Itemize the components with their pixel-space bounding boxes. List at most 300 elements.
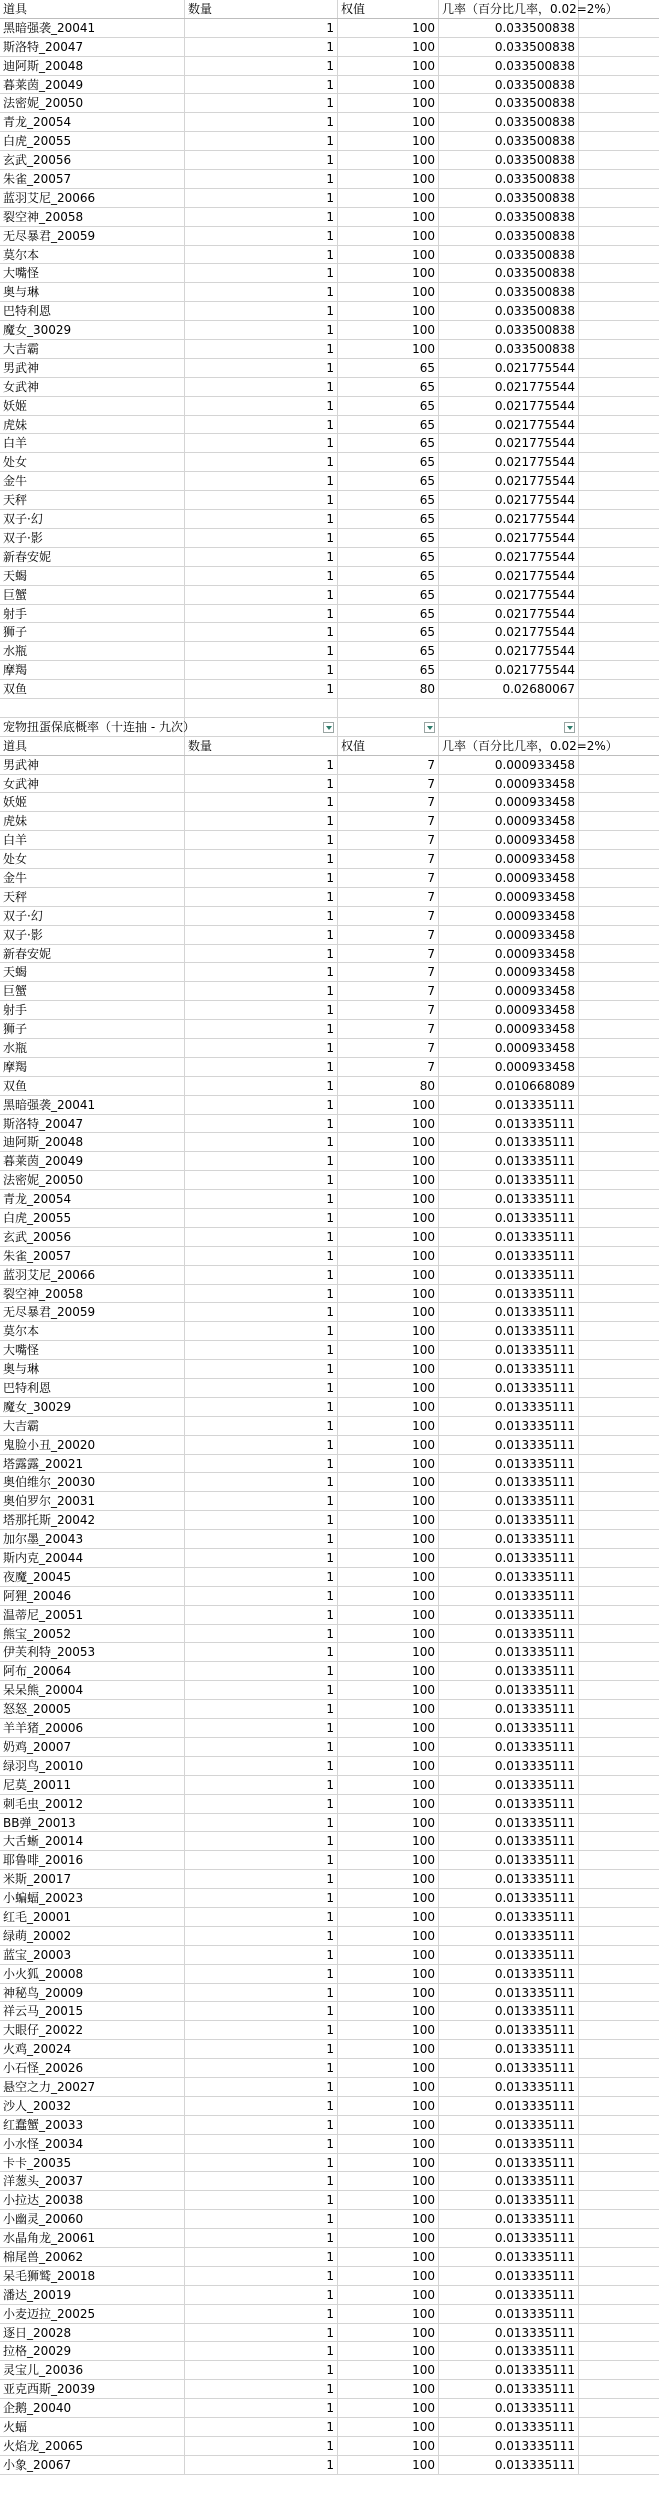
cell-item[interactable]: 女武神 [0, 378, 185, 396]
cell-weight[interactable]: 7 [338, 793, 439, 811]
cell-probability[interactable]: 0.013335111 [439, 2172, 579, 2190]
cell-quantity[interactable]: 1 [185, 642, 338, 660]
cell-weight[interactable]: 65 [338, 453, 439, 471]
cell-quantity[interactable]: 1 [185, 1058, 338, 1076]
cell-probability[interactable]: 0.013335111 [439, 2267, 579, 2285]
cell-probability[interactable]: 0.033500838 [439, 340, 579, 358]
cell-weight[interactable]: 7 [338, 1039, 439, 1057]
cell-weight[interactable]: 100 [338, 76, 439, 94]
cell-quantity[interactable]: 1 [185, 1322, 338, 1340]
cell-quantity[interactable]: 1 [185, 1020, 338, 1038]
cell-item[interactable]: 斯内克_20044 [0, 1549, 185, 1567]
cell-weight[interactable]: 100 [338, 38, 439, 56]
header-probability[interactable]: 几率（百分比几率，0.02=2%） [439, 0, 579, 18]
cell-probability[interactable]: 0.000933458 [439, 945, 579, 963]
cell-item[interactable]: 男武神 [0, 359, 185, 377]
cell-weight[interactable]: 100 [338, 1946, 439, 1964]
cell-item[interactable]: 裂空神_20058 [0, 1285, 185, 1303]
cell-probability[interactable]: 0.013335111 [439, 2059, 579, 2077]
cell-weight[interactable]: 100 [338, 1455, 439, 1473]
cell-quantity[interactable]: 1 [185, 1851, 338, 1869]
cell-probability[interactable]: 0.013335111 [439, 1738, 579, 1756]
cell-weight[interactable]: 65 [338, 397, 439, 415]
cell-weight[interactable]: 7 [338, 963, 439, 981]
cell-item[interactable]: 棉尾兽_20062 [0, 2248, 185, 2266]
cell-item[interactable]: 狮子 [0, 1020, 185, 1038]
header-quantity[interactable]: 数量 [185, 737, 338, 755]
cell-probability[interactable]: 0.033500838 [439, 208, 579, 226]
cell-quantity[interactable]: 1 [185, 2267, 338, 2285]
cell-probability[interactable]: 0.013335111 [439, 2021, 579, 2039]
cell-quantity[interactable]: 1 [185, 1511, 338, 1529]
cell-probability[interactable]: 0.013335111 [439, 1851, 579, 1869]
cell-weight[interactable]: 100 [338, 1965, 439, 1983]
cell-probability[interactable]: 0.02680067 [439, 680, 579, 698]
cell-quantity[interactable]: 1 [185, 680, 338, 698]
cell-item[interactable]: 小水怪_20034 [0, 2135, 185, 2153]
cell-quantity[interactable]: 1 [185, 2456, 338, 2474]
cell-weight[interactable]: 100 [338, 1814, 439, 1832]
cell-weight[interactable]: 65 [338, 434, 439, 452]
cell-item[interactable]: 大嘴怪 [0, 1341, 185, 1359]
cell-weight[interactable]: 100 [338, 19, 439, 37]
cell-weight[interactable]: 100 [338, 1832, 439, 1850]
cell-probability[interactable]: 0.033500838 [439, 264, 579, 282]
cell-quantity[interactable]: 1 [185, 2437, 338, 2455]
cell-quantity[interactable]: 1 [185, 416, 338, 434]
cell-item[interactable]: 大吉霸 [0, 1417, 185, 1435]
cell-probability[interactable]: 0.013335111 [439, 1795, 579, 1813]
cell-item[interactable]: 金牛 [0, 472, 185, 490]
cell-quantity[interactable]: 1 [185, 397, 338, 415]
cell-weight[interactable]: 100 [338, 2078, 439, 2096]
cell-item[interactable]: 男武神 [0, 756, 185, 774]
cell-item[interactable]: 双鱼 [0, 1077, 185, 1095]
cell-weight[interactable]: 65 [338, 605, 439, 623]
cell-weight[interactable]: 100 [338, 2059, 439, 2077]
cell-weight[interactable]: 100 [338, 1171, 439, 1189]
cell-probability[interactable]: 0.000933458 [439, 869, 579, 887]
cell-item[interactable]: 莫尔本 [0, 1322, 185, 1340]
cell-probability[interactable]: 0.013335111 [439, 1492, 579, 1510]
cell-quantity[interactable]: 1 [185, 1285, 338, 1303]
header-item[interactable]: 道具 [0, 0, 185, 18]
cell-quantity[interactable]: 1 [185, 1870, 338, 1888]
cell-probability[interactable]: 0.013335111 [439, 2229, 579, 2247]
cell-weight[interactable]: 65 [338, 642, 439, 660]
cell-item[interactable]: 玄武_20056 [0, 1228, 185, 1246]
cell-item[interactable]: 伊芙利特_20053 [0, 1643, 185, 1661]
cell-probability[interactable]: 0.013335111 [439, 1417, 579, 1435]
cell-quantity[interactable]: 1 [185, 775, 338, 793]
cell-item[interactable]: 天蝎 [0, 567, 185, 585]
cell-quantity[interactable]: 1 [185, 491, 338, 509]
cell-item[interactable]: 沙人_20032 [0, 2097, 185, 2115]
cell-weight[interactable]: 100 [338, 1379, 439, 1397]
cell-item[interactable]: 火焰龙_20065 [0, 2437, 185, 2455]
cell-item[interactable]: BB弹_20013 [0, 1814, 185, 1832]
cell-probability[interactable]: 0.013335111 [439, 2002, 579, 2020]
cell-probability[interactable]: 0.013335111 [439, 1530, 579, 1548]
cell-quantity[interactable]: 1 [185, 1360, 338, 1378]
cell-item[interactable]: 大舌蜥_20014 [0, 1832, 185, 1850]
cell-item[interactable]: 拉格_20029 [0, 2342, 185, 2360]
cell-weight[interactable]: 100 [338, 2002, 439, 2020]
cell-weight[interactable]: 7 [338, 926, 439, 944]
cell-item[interactable]: 阿布_20064 [0, 1662, 185, 1680]
cell-quantity[interactable]: 1 [185, 567, 338, 585]
cell-quantity[interactable]: 1 [185, 2361, 338, 2379]
cell-probability[interactable]: 0.021775544 [439, 623, 579, 641]
cell-weight[interactable]: 100 [338, 1549, 439, 1567]
cell-weight[interactable]: 100 [338, 2342, 439, 2360]
cell-quantity[interactable]: 1 [185, 1133, 338, 1151]
cell-quantity[interactable]: 1 [185, 1398, 338, 1416]
cell-weight[interactable]: 100 [338, 1341, 439, 1359]
cell-probability[interactable]: 0.000933458 [439, 1001, 579, 1019]
cell-weight[interactable]: 65 [338, 510, 439, 528]
cell-probability[interactable]: 0.033500838 [439, 151, 579, 169]
cell-quantity[interactable]: 1 [185, 869, 338, 887]
cell-weight[interactable]: 7 [338, 1058, 439, 1076]
cell-quantity[interactable]: 1 [185, 472, 338, 490]
cell-weight[interactable]: 100 [338, 1530, 439, 1548]
cell-weight[interactable]: 100 [338, 2399, 439, 2417]
cell-probability[interactable]: 0.033500838 [439, 57, 579, 75]
cell-weight[interactable]: 100 [338, 1303, 439, 1321]
blank-cell[interactable] [439, 699, 579, 717]
cell-weight[interactable]: 100 [338, 264, 439, 282]
cell-item[interactable]: 奥与琳 [0, 1360, 185, 1378]
cell-item[interactable]: 白虎_20055 [0, 132, 185, 150]
cell-weight[interactable]: 100 [338, 1851, 439, 1869]
cell-weight[interactable]: 65 [338, 661, 439, 679]
cell-probability[interactable]: 0.021775544 [439, 529, 579, 547]
cell-item[interactable]: 摩羯 [0, 1058, 185, 1076]
cell-probability[interactable]: 0.013335111 [439, 1247, 579, 1265]
cell-probability[interactable]: 0.000933458 [439, 850, 579, 868]
cell-quantity[interactable]: 1 [185, 283, 338, 301]
cell-weight[interactable]: 100 [338, 2191, 439, 2209]
cell-probability[interactable]: 0.033500838 [439, 321, 579, 339]
cell-weight[interactable]: 100 [338, 1228, 439, 1246]
cell-probability[interactable]: 0.000933458 [439, 812, 579, 830]
cell-item[interactable]: 黑暗强袭_20041 [0, 1096, 185, 1114]
cell-item[interactable]: 小象_20067 [0, 2456, 185, 2474]
cell-item[interactable]: 裂空神_20058 [0, 208, 185, 226]
cell-probability[interactable]: 0.000933458 [439, 1058, 579, 1076]
cell-probability[interactable]: 0.013335111 [439, 1946, 579, 1964]
blank-cell[interactable] [338, 699, 439, 717]
cell-item[interactable]: 新春安妮 [0, 945, 185, 963]
cell-item[interactable]: 塔露露_20021 [0, 1455, 185, 1473]
cell-probability[interactable]: 0.013335111 [439, 1190, 579, 1208]
cell-weight[interactable]: 100 [338, 1417, 439, 1435]
cell-probability[interactable]: 0.033500838 [439, 189, 579, 207]
cell-probability[interactable]: 0.013335111 [439, 2380, 579, 2398]
cell-probability[interactable]: 0.021775544 [439, 378, 579, 396]
cell-weight[interactable]: 100 [338, 1757, 439, 1775]
cell-probability[interactable]: 0.000933458 [439, 756, 579, 774]
cell-quantity[interactable]: 1 [185, 1115, 338, 1133]
cell-probability[interactable]: 0.013335111 [439, 1681, 579, 1699]
cell-weight[interactable]: 100 [338, 1927, 439, 1945]
cell-quantity[interactable]: 1 [185, 1965, 338, 1983]
cell-weight[interactable]: 100 [338, 2380, 439, 2398]
cell-item[interactable]: 祥云马_20015 [0, 2002, 185, 2020]
cell-quantity[interactable]: 1 [185, 1681, 338, 1699]
cell-item[interactable]: 暮莱茵_20049 [0, 76, 185, 94]
cell-weight[interactable]: 100 [338, 1870, 439, 1888]
cell-weight[interactable]: 100 [338, 170, 439, 188]
cell-item[interactable]: 绿羽鸟_20010 [0, 1757, 185, 1775]
cell-probability[interactable]: 0.033500838 [439, 283, 579, 301]
cell-probability[interactable]: 0.021775544 [439, 567, 579, 585]
cell-item[interactable]: 红毛_20001 [0, 1908, 185, 1926]
cell-quantity[interactable]: 1 [185, 2021, 338, 2039]
cell-item[interactable]: 白虎_20055 [0, 1209, 185, 1227]
cell-quantity[interactable]: 1 [185, 2399, 338, 2417]
cell-item[interactable]: 羊羊猪_20006 [0, 1719, 185, 1737]
cell-weight[interactable]: 100 [338, 1738, 439, 1756]
cell-quantity[interactable]: 1 [185, 1549, 338, 1567]
cell-item[interactable]: 水瓶 [0, 642, 185, 660]
cell-probability[interactable]: 0.013335111 [439, 2418, 579, 2436]
cell-item[interactable]: 双子·影 [0, 926, 185, 944]
cell-quantity[interactable]: 1 [185, 1795, 338, 1813]
cell-weight[interactable]: 7 [338, 812, 439, 830]
header-probability[interactable]: 几率（百分比几率，0.02=2%） [439, 737, 579, 755]
cell-item[interactable]: 迪阿斯_20048 [0, 1133, 185, 1151]
cell-item[interactable]: 虎妹 [0, 416, 185, 434]
cell-quantity[interactable]: 1 [185, 2097, 338, 2115]
cell-item[interactable]: 玄武_20056 [0, 151, 185, 169]
cell-weight[interactable]: 100 [338, 1247, 439, 1265]
cell-probability[interactable]: 0.033500838 [439, 38, 579, 56]
cell-quantity[interactable]: 1 [185, 1889, 338, 1907]
cell-probability[interactable]: 0.013335111 [439, 2097, 579, 2115]
cell-probability[interactable]: 0.013335111 [439, 1115, 579, 1133]
cell-weight[interactable]: 65 [338, 378, 439, 396]
cell-quantity[interactable]: 1 [185, 1984, 338, 2002]
cell-quantity[interactable]: 1 [185, 2154, 338, 2172]
cell-quantity[interactable]: 1 [185, 113, 338, 131]
cell-quantity[interactable]: 1 [185, 321, 338, 339]
cell-item[interactable]: 大眼仔_20022 [0, 2021, 185, 2039]
cell-quantity[interactable]: 1 [185, 2116, 338, 2134]
cell-quantity[interactable]: 1 [185, 1530, 338, 1548]
cell-weight[interactable]: 100 [338, 2248, 439, 2266]
cell-weight[interactable]: 100 [338, 2437, 439, 2455]
cell-quantity[interactable]: 1 [185, 793, 338, 811]
cell-probability[interactable]: 0.000933458 [439, 775, 579, 793]
cell-weight[interactable]: 65 [338, 416, 439, 434]
cell-quantity[interactable]: 1 [185, 1568, 338, 1586]
cell-quantity[interactable]: 1 [185, 1492, 338, 1510]
cell-probability[interactable]: 0.013335111 [439, 2154, 579, 2172]
cell-quantity[interactable]: 1 [185, 831, 338, 849]
cell-probability[interactable]: 0.000933458 [439, 831, 579, 849]
cell-probability[interactable]: 0.013335111 [439, 1436, 579, 1454]
cell-quantity[interactable]: 1 [185, 1096, 338, 1114]
cell-item[interactable]: 斯洛特_20047 [0, 38, 185, 56]
cell-weight[interactable]: 100 [338, 246, 439, 264]
cell-probability[interactable]: 0.021775544 [439, 548, 579, 566]
cell-quantity[interactable]: 1 [185, 2210, 338, 2228]
header-quantity[interactable]: 数量 [185, 0, 338, 18]
cell-weight[interactable]: 100 [338, 1719, 439, 1737]
cell-probability[interactable]: 0.021775544 [439, 472, 579, 490]
cell-probability[interactable]: 0.021775544 [439, 661, 579, 679]
cell-probability[interactable]: 0.000933458 [439, 1039, 579, 1057]
cell-item[interactable]: 虎妹 [0, 812, 185, 830]
cell-weight[interactable]: 100 [338, 1889, 439, 1907]
cell-probability[interactable]: 0.013335111 [439, 1511, 579, 1529]
cell-quantity[interactable]: 1 [185, 340, 338, 358]
cell-item[interactable]: 大嘴怪 [0, 264, 185, 282]
cell-quantity[interactable]: 1 [185, 1587, 338, 1605]
cell-item[interactable]: 朱雀_20057 [0, 170, 185, 188]
cell-weight[interactable]: 100 [338, 57, 439, 75]
cell-quantity[interactable]: 1 [185, 548, 338, 566]
cell-quantity[interactable]: 1 [185, 586, 338, 604]
cell-probability[interactable]: 0.013335111 [439, 2248, 579, 2266]
cell-item[interactable]: 奥伯罗尔_20031 [0, 1492, 185, 1510]
cell-quantity[interactable]: 1 [185, 1473, 338, 1491]
cell-probability[interactable]: 0.000933458 [439, 888, 579, 906]
cell-quantity[interactable]: 1 [185, 1757, 338, 1775]
cell-quantity[interactable]: 1 [185, 2305, 338, 2323]
cell-probability[interactable]: 0.013335111 [439, 1152, 579, 1170]
cell-weight[interactable]: 65 [338, 472, 439, 490]
cell-quantity[interactable]: 1 [185, 1417, 338, 1435]
cell-quantity[interactable]: 1 [185, 963, 338, 981]
cell-probability[interactable]: 0.013335111 [439, 1625, 579, 1643]
cell-weight[interactable]: 100 [338, 321, 439, 339]
cell-item[interactable]: 水晶角龙_20061 [0, 2229, 185, 2247]
cell-weight[interactable]: 80 [338, 680, 439, 698]
cell-probability[interactable]: 0.000933458 [439, 982, 579, 1000]
cell-weight[interactable]: 100 [338, 227, 439, 245]
cell-probability[interactable]: 0.013335111 [439, 1322, 579, 1340]
cell-item[interactable]: 灵宝儿_20036 [0, 2361, 185, 2379]
cell-weight[interactable]: 100 [338, 1115, 439, 1133]
cell-item[interactable]: 逐日_20028 [0, 2324, 185, 2342]
cell-probability[interactable]: 0.013335111 [439, 1171, 579, 1189]
cell-weight[interactable]: 65 [338, 567, 439, 585]
filter-cell[interactable] [185, 718, 338, 736]
cell-weight[interactable]: 100 [338, 1568, 439, 1586]
cell-quantity[interactable]: 1 [185, 76, 338, 94]
cell-probability[interactable]: 0.013335111 [439, 1870, 579, 1888]
cell-item[interactable]: 加尔墨_20043 [0, 1530, 185, 1548]
cell-quantity[interactable]: 1 [185, 2078, 338, 2096]
cell-quantity[interactable]: 1 [185, 756, 338, 774]
cell-probability[interactable]: 0.013335111 [439, 1360, 579, 1378]
cell-probability[interactable]: 0.013335111 [439, 2324, 579, 2342]
cell-probability[interactable]: 0.021775544 [439, 605, 579, 623]
cell-probability[interactable]: 0.013335111 [439, 2116, 579, 2134]
cell-item[interactable]: 狮子 [0, 623, 185, 641]
cell-probability[interactable]: 0.013335111 [439, 1455, 579, 1473]
cell-probability[interactable]: 0.013335111 [439, 2135, 579, 2153]
cell-quantity[interactable]: 1 [185, 378, 338, 396]
cell-quantity[interactable]: 1 [185, 1700, 338, 1718]
cell-probability[interactable]: 0.013335111 [439, 1662, 579, 1680]
cell-probability[interactable]: 0.013335111 [439, 1303, 579, 1321]
cell-quantity[interactable]: 1 [185, 812, 338, 830]
cell-weight[interactable]: 100 [338, 1360, 439, 1378]
cell-weight[interactable]: 100 [338, 94, 439, 112]
cell-item[interactable]: 斯洛特_20047 [0, 1115, 185, 1133]
filter-dropdown-icon[interactable] [564, 722, 575, 733]
cell-weight[interactable]: 100 [338, 113, 439, 131]
cell-item[interactable]: 洋葱头_20037 [0, 2172, 185, 2190]
cell-probability[interactable]: 0.013335111 [439, 1568, 579, 1586]
filter-cell[interactable] [439, 718, 579, 736]
cell-quantity[interactable]: 1 [185, 1625, 338, 1643]
cell-quantity[interactable]: 1 [185, 19, 338, 37]
cell-quantity[interactable]: 1 [185, 170, 338, 188]
cell-quantity[interactable]: 1 [185, 1814, 338, 1832]
cell-item[interactable]: 巴特利恩 [0, 1379, 185, 1397]
cell-probability[interactable]: 0.013335111 [439, 1228, 579, 1246]
cell-weight[interactable]: 7 [338, 888, 439, 906]
cell-weight[interactable]: 100 [338, 2361, 439, 2379]
blank-cell[interactable] [0, 699, 185, 717]
cell-item[interactable]: 无尽暴君_20059 [0, 227, 185, 245]
cell-weight[interactable]: 80 [338, 1077, 439, 1095]
cell-quantity[interactable]: 1 [185, 2002, 338, 2020]
cell-item[interactable]: 刺毛虫_20012 [0, 1795, 185, 1813]
cell-item[interactable]: 巨蟹 [0, 982, 185, 1000]
cell-weight[interactable]: 100 [338, 1606, 439, 1624]
cell-item[interactable]: 法密妮_20050 [0, 1171, 185, 1189]
cell-weight[interactable]: 100 [338, 1492, 439, 1510]
cell-probability[interactable]: 0.013335111 [439, 1700, 579, 1718]
cell-weight[interactable]: 65 [338, 548, 439, 566]
cell-weight[interactable]: 100 [338, 302, 439, 320]
cell-quantity[interactable]: 1 [185, 1341, 338, 1359]
cell-weight[interactable]: 100 [338, 2097, 439, 2115]
cell-item[interactable]: 小幽灵_20060 [0, 2210, 185, 2228]
cell-probability[interactable]: 0.013335111 [439, 1398, 579, 1416]
cell-item[interactable]: 处女 [0, 850, 185, 868]
cell-item[interactable]: 呆呆熊_20004 [0, 1681, 185, 1699]
cell-item[interactable]: 双子·幻 [0, 510, 185, 528]
cell-quantity[interactable]: 1 [185, 189, 338, 207]
cell-quantity[interactable]: 1 [185, 907, 338, 925]
cell-quantity[interactable]: 1 [185, 1247, 338, 1265]
cell-quantity[interactable]: 1 [185, 453, 338, 471]
cell-probability[interactable]: 0.021775544 [439, 416, 579, 434]
cell-item[interactable]: 小拉达_20038 [0, 2191, 185, 2209]
cell-weight[interactable]: 100 [338, 2210, 439, 2228]
cell-probability[interactable]: 0.013335111 [439, 2456, 579, 2474]
cell-quantity[interactable]: 1 [185, 1908, 338, 1926]
cell-quantity[interactable]: 1 [185, 2172, 338, 2190]
cell-quantity[interactable]: 1 [185, 1266, 338, 1284]
cell-probability[interactable]: 0.033500838 [439, 132, 579, 150]
cell-weight[interactable]: 100 [338, 340, 439, 358]
cell-item[interactable]: 莫尔本 [0, 246, 185, 264]
cell-probability[interactable]: 0.013335111 [439, 2040, 579, 2058]
cell-item[interactable]: 米斯_20017 [0, 1870, 185, 1888]
cell-item[interactable]: 新春安妮 [0, 548, 185, 566]
cell-probability[interactable]: 0.013335111 [439, 1776, 579, 1794]
cell-item[interactable]: 奥与琳 [0, 283, 185, 301]
cell-weight[interactable]: 100 [338, 1266, 439, 1284]
